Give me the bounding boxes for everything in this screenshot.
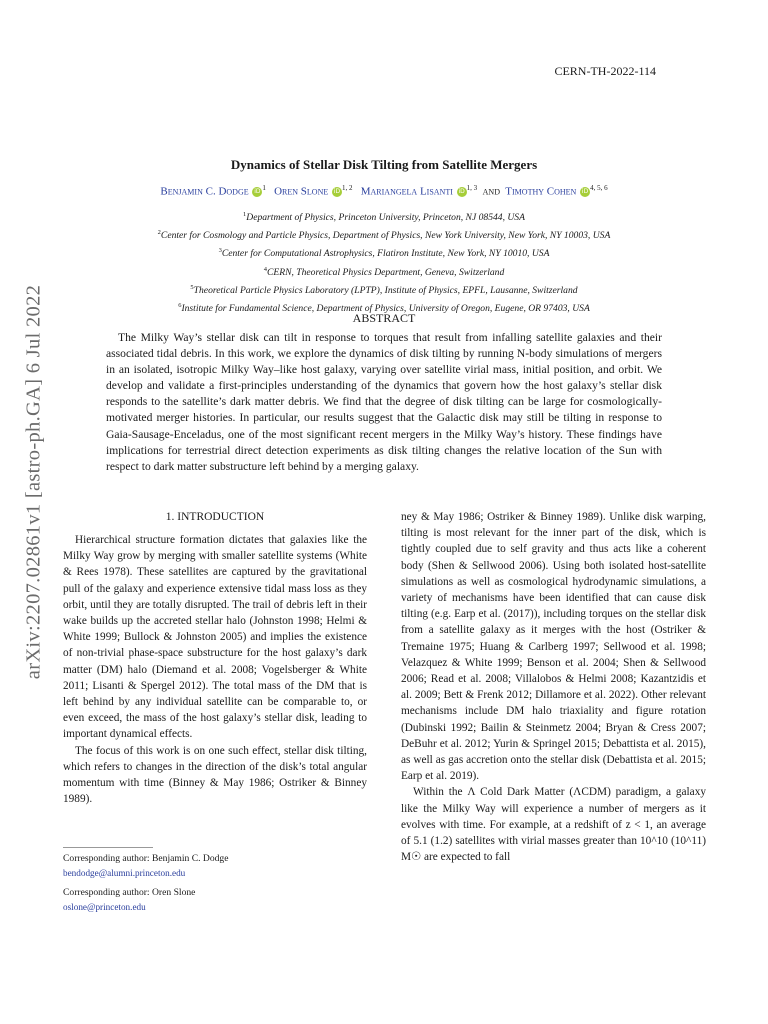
arxiv-stamp [22, 262, 46, 702]
affiliation: $^5$Theoretical Particle Physics Laboratory (LPTP), Institute of Physics, EPFL, Lausanne, Switzerland [190, 283, 578, 296]
footnote [63, 852, 363, 880]
footnote-rule [63, 847, 153, 848]
orcid-icon[interactable]: iD [458, 188, 465, 196]
affiliation: $^4$CERN, Theoretical Physics Department, Geneva, Switzerland [263, 265, 505, 278]
email-link[interactable]: oslone@princeton.edu [63, 902, 146, 912]
author-affil: 1 [262, 184, 266, 192]
author-name[interactable]: Benjamin C. Dodge [160, 185, 249, 198]
paragraph: Hierarchical structure formation dictates that galaxies like the Milky Way grow by merging with smaller satellite systems (White & Rees 1978). These satellites are captured by the gravitational pull of the galaxy and experience extensive tidal mass loss as they orbit, until they are totally disrupted. The trail of debris left in their wake builds up the accreted stellar halo (Johnston 1998; Helmi & White 1999; Bullock & Johnston 2005) and implies the existence of non-trivial phase-space substructure for the host galaxy’s dark matter (DM) halo (Diemand et al. 2008; Vogelsberger & White 2011; Lisanti & Spergel 2012). The total mass of the DM that is left behind by any individual satellite can be comparable to, or even exceed, the mass of the host galaxy’s stellar disk, leading to important dynamical effects. [63, 534, 367, 741]
affiliations [0, 207, 768, 316]
abstract-heading: ABSTRACT [352, 311, 416, 325]
report-number: CERN-TH-2022-114 [554, 64, 656, 78]
abstract-text: The Milky Way’s stellar disk can tilt in response to torques that result from infalling satellite galaxies and their associated tidal debris. In this work, we explore the dynamics of disk tilting by running N-body simulations of mergers in an isolated, isotropic Milky Way–like host galaxy, varying over satellite virial mass, initial position, and orbit. We develop and validate a first-principles understanding of the dynamics that govern how the host galaxy’s stellar disk responds to the satellite’s dark matter debris. We find that the degree of disk tilting can be large for cosmologically-motivated merger histories. In particular, our results suggest that the Galactic disk may still be tilting in response to Gaia-Sausage-Enceladus, one of the most significant recent mergers in the Milky Way’s history. These findings have implications for terrestrial direct detection experiments as disk tilting changes the relative location of the Sun with respect to dark matter substructure left behind by a merging galaxy. [106, 331, 662, 473]
author-name[interactable]: Timothy Cohen [505, 185, 577, 198]
author-affil: 4, 5, 6 [590, 184, 608, 192]
footnote-label: Corresponding author: Oren Slone [63, 887, 196, 898]
author-name[interactable]: Mariangela Lisanti [360, 185, 453, 198]
affiliation: $^1$Department of Physics, Princeton University, Princeton, NJ 08544, USA [243, 211, 525, 224]
author-affil: 1, 3 [466, 184, 478, 192]
affiliation: $^2$Center for Cosmology and Particle Physics, Department of Physics, New York University, New York, NY 10003, USA [157, 229, 611, 242]
email-link[interactable]: bendodge@alumni.princeton.edu [63, 868, 186, 878]
section-heading: 1. INTRODUCTION [165, 511, 265, 523]
footnote-label: Corresponding author: Benjamin C. Dodge [63, 853, 229, 864]
arxiv-id: arXiv:2207.02861v1 [astro-ph.GA] 6 Jul 2022 [22, 284, 45, 680]
paragraph: The focus of this work is on one such effect, stellar disk tilting, which refers to changes in the direction of the disk’s total angular momentum with time (Binney & May 1986; Ostriker & Binney 1989). [63, 744, 367, 806]
affiliation: $^3$Center for Computational Astrophysics, Flatiron Institute, New York, NY 10010, USA [218, 247, 550, 260]
left-column [63, 509, 367, 807]
orcid-icon[interactable]: iD [581, 188, 589, 196]
orcid-icon[interactable]: iD [254, 188, 261, 196]
author-list [0, 184, 768, 198]
footnotes [63, 847, 363, 920]
affiliation: $^6$Institute for Fundamental Science, Department of Physics, University of Oregon, Eugene, OR 97403, USA [178, 301, 590, 315]
orcid-icon[interactable]: iD [333, 188, 341, 196]
right-column [401, 509, 706, 865]
author-name[interactable]: Oren Slone [274, 185, 329, 198]
paper-title: Dynamics of Stellar Disk Tilting from Satellite Mergers [230, 157, 538, 172]
paragraph: Within the Λ Cold Dark Matter (ΛCDM) paradigm, a galaxy like the Milky Way will experience a number of mergers as it evolves with time. For example, at a redshift of z < 1, an average of 5.1 (1.2) satellites with virial masses greater than 10^10 (10^11) M☉ are expected to fall [401, 786, 706, 864]
author-affil: 1, 2 [342, 184, 353, 192]
footnote [63, 886, 363, 914]
authors-and: and [482, 185, 500, 198]
paragraph: ney & May 1986; Ostriker & Binney 1989). Unlike disk warping, tilting is most relevant for the inner part of the disk, which is tightly coupled due to self gravity and thus acts like a coherent body (Shen & Sellwood 2006). Using both isolated host-satellite simulations as well as cosmological hydrodynamic simulations, a variety of mechanisms have been identified that can cause disk tilting (e.g. Earp et al. (2017)), including torques on the stellar disk from a satellite galaxy as it merges with the host (Ostriker & Tremaine 1975; Huang & Carlberg 1997; Sellwood et al. 1998; Velazquez & White 1999; Benson et al. 2004; Shen & Sellwood 2006; Read et al. 2008; Villalobos & Helmi 2008; Kazantzidis et al. 2009; Bett & Frenk 2012; Dillamore et al. 2022). Other relevant mechanisms include DM halo triaxiality and figure rotation (Dubinski 1992; Bailin & Steinmetz 2004; Bryan & Cress 2007; DeBuhr et al. 2012; Yurin & Springel 2015; Debattista et al. 2015), as well as gas accretion onto the stellar disk (Debattista et al. 2015; Earp et al. 2019). [401, 511, 706, 783]
